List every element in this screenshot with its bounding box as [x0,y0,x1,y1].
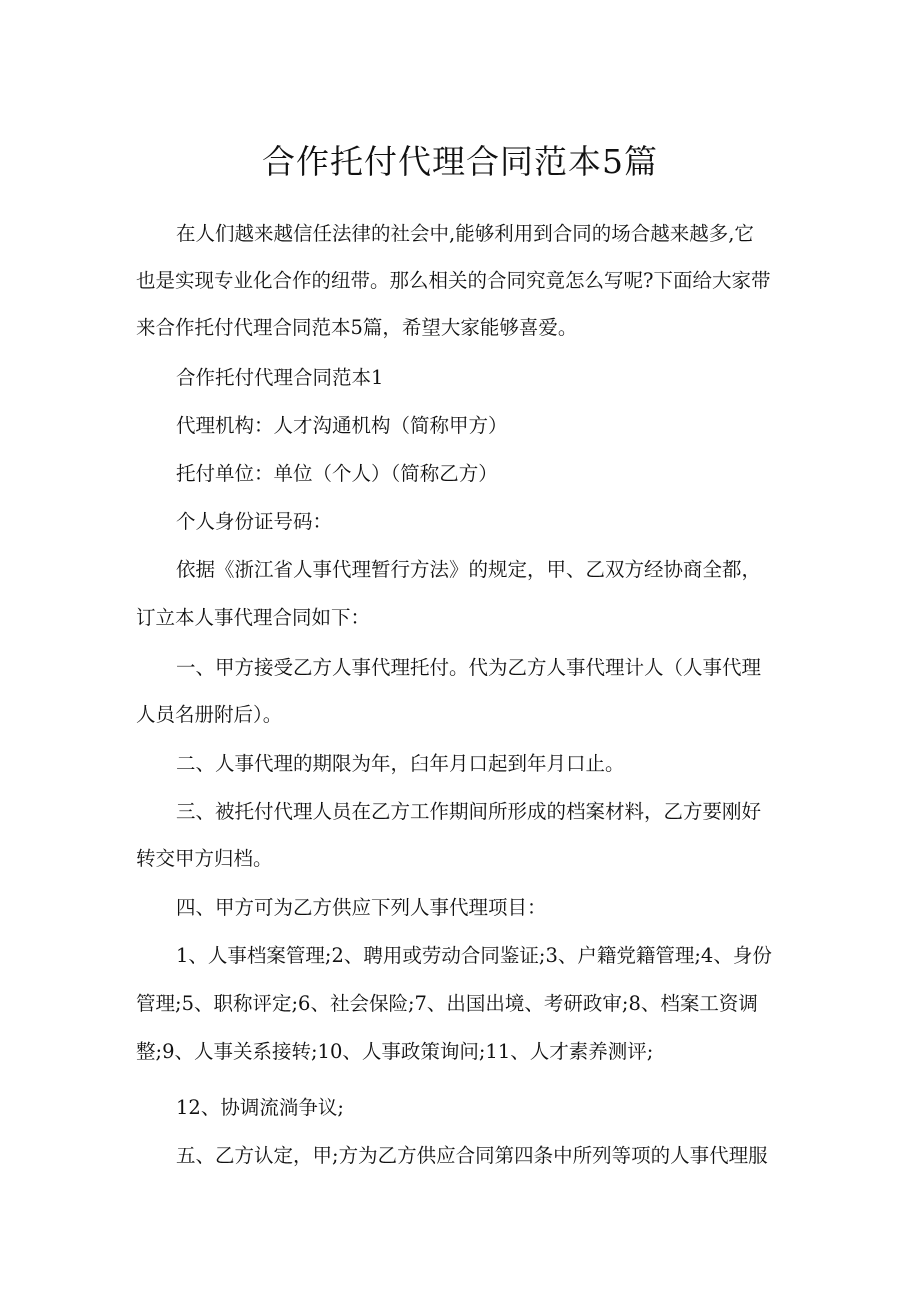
basis-line-2: 订立本人事代理合同如下： [136,606,371,629]
clause-3-line-2: 转交甲方归档。 [136,847,273,870]
id-number-line: 个人身份证号码： [176,510,333,533]
service-items-line-1: 1、人事档案管理;2、聘用或劳动合同鉴证;3、户籍党籍管理;4、身份 [176,944,772,967]
agent-line: 代理机构：人才沟通机构（简称甲方） [176,414,508,437]
section-heading: 合作托付代理合同范本1 [176,366,384,389]
intro-line-2: 也是实现专业化合作的纽带。那么相关的合同究竟怎么写呢?下面给大家带 [136,269,771,292]
service-items-line-3: 整;9、人事关系接转;10、人事政策询问;11、人才素养测评; [136,1040,654,1063]
intro-line-1: 在人们越来越信任法律的社会中,能够利用到合同的场合越来越多,它 [176,222,754,245]
client-line: 托付单位：单位（个人）（简称乙方） [176,462,498,485]
service-items-line-4: 12、协调流淌争议; [176,1096,344,1119]
clause-1-line-2: 人员名册附后）。 [136,703,283,726]
clause-1-line-1: 一、甲方接受乙方人事代理托付。代为乙方人事代理计人（人事代理 [176,656,762,679]
clause-3-line-1: 三、被托付代理人员在乙方工作期间所形成的档案材料，乙方要刚好 [176,800,762,823]
clause-4-line: 四、甲方可为乙方供应下列人事代理项目： [176,896,547,919]
document-title: 合作托付代理合同范本5篇 [262,142,658,181]
basis-line-1: 依据《浙江省人事代理暂行方法》的规定，甲、乙双方经协商全都， [176,558,762,581]
clause-5-line: 五、乙方认定，甲;方为乙方供应合同第四条中所列等项的人事代理服 [176,1144,768,1167]
intro-line-3: 来合作托付代理合同范本5篇，希望大家能够喜爱。 [136,316,578,339]
clause-2-line: 二、人事代理的期限为年，臼年月口起到年月口止。 [176,752,625,775]
service-items-line-2: 管理;5、职称评定;6、社会保险;7、出国出境、考研政审;8、档案工资调 [136,992,758,1015]
